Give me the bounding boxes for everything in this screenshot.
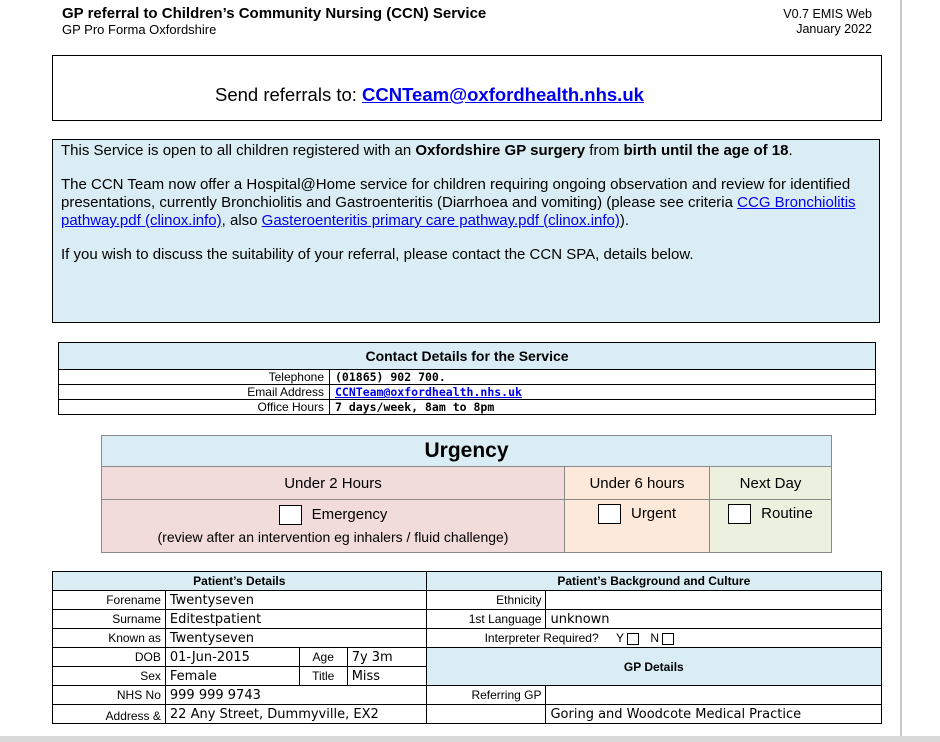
telephone-label: Telephone — [59, 370, 330, 385]
gp-details-heading: GP Details — [426, 648, 881, 686]
office-hours-value: 7 days/week, 8am to 8pm — [330, 400, 876, 415]
emergency-cell — [102, 500, 565, 553]
gp-practice-value: Goring and Woodcote Medical Practice — [546, 705, 882, 724]
interpreter-label: Interpreter Required? — [484, 631, 599, 645]
page-edge — [900, 0, 940, 742]
interpreter-yes-label: Y — [616, 631, 625, 645]
contact-details-table — [58, 342, 876, 415]
gastroenteritis-pathway-link[interactable]: Gasteroenteritis primary care pathway.pdf (clinox.info) — [261, 212, 620, 229]
urgency-title: Urgency — [102, 436, 832, 467]
eligibility-from: from — [585, 142, 624, 159]
hospital-at-home-text: The CCN Team now offer a Hospital@Home service for children requiring ongoing observation and review for identified presentations, currently Bronchiolitis and Gastroenteritis (Diarrhoea and vomiting) (please see criteria — [61, 176, 851, 211]
emergency-label: Emergency — [311, 506, 388, 523]
interpreter-yes-checkbox[interactable] — [627, 633, 639, 645]
routine-label: Routine — [761, 504, 813, 522]
contact-row — [59, 370, 876, 385]
telephone-value: (01865) 902 700. — [330, 370, 876, 385]
eligibility-paragraph — [61, 142, 871, 160]
office-hours-label: Office Hours — [59, 400, 330, 415]
routine-cell — [710, 500, 832, 553]
emergency-checkbox[interactable] — [279, 505, 302, 525]
eligibility-end: . — [788, 142, 793, 159]
nhs-number-value: 999 999 9743 — [165, 686, 426, 705]
referring-gp-value — [546, 686, 882, 705]
age-value: 7y 3m — [347, 648, 426, 667]
interpreter-no-label: N — [650, 631, 660, 645]
known-as-value: Twentyseven — [165, 629, 426, 648]
ethnicity-value — [546, 591, 882, 610]
interpreter-cell — [426, 629, 881, 648]
email-label: Email Address — [59, 385, 330, 400]
eligibility-text: This Service is open to all children registered with an — [61, 142, 416, 159]
routine-checkbox[interactable] — [728, 504, 751, 524]
discuss-paragraph: If you wish to discuss the suitability of your referral, please contact the CCN SPA, details below. — [61, 246, 694, 263]
known-as-label: Known as — [53, 629, 166, 648]
dob-value: 01-Jun-2015 — [165, 648, 299, 667]
date-label: January 2022 — [796, 22, 872, 36]
surname-value: Editestpatient — [165, 610, 426, 629]
contact-email-link[interactable]: CCNTeam@oxfordhealth.nhs.uk — [335, 385, 522, 399]
contact-row — [59, 400, 876, 415]
under-2-hours-header: Under 2 Hours — [102, 467, 565, 500]
forename-label: Forename — [53, 591, 166, 610]
referral-email-link[interactable]: CCNTeam@oxfordhealth.nhs.uk — [362, 84, 644, 105]
closing-text: ). — [619, 212, 630, 229]
patient-details-table — [52, 571, 882, 724]
urgent-cell — [565, 500, 710, 553]
send-referrals-line — [215, 84, 644, 106]
bottom-edge — [0, 736, 940, 742]
patient-background-heading: Patient’s Background and Culture — [426, 572, 881, 591]
address-label: Address & — [53, 705, 166, 724]
referring-gp-label: Referring GP — [426, 686, 546, 705]
version-label: V0.7 EMIS Web — [783, 7, 872, 21]
contact-row — [59, 385, 876, 400]
gp-practice-label-cell — [426, 705, 546, 724]
address-value: 22 Any Street, Dummyville, EX2 — [165, 705, 426, 724]
hospital-at-home-paragraph — [61, 176, 871, 230]
sex-value: Female — [165, 667, 299, 686]
next-day-header: Next Day — [710, 467, 832, 500]
urgency-table — [101, 435, 832, 553]
eligibility-age: birth until the age of 18 — [623, 142, 789, 159]
title-label: Title — [299, 667, 347, 686]
document-title: GP referral to Children’s Community Nursing (CCN) Service — [62, 5, 487, 22]
title-value: Miss — [347, 667, 426, 686]
language-value: unknown — [546, 610, 882, 629]
sex-label: Sex — [53, 667, 166, 686]
service-info-box — [52, 139, 880, 323]
emergency-note: (review after an intervention eg inhalers / fluid challenge) — [157, 529, 509, 545]
eligibility-surgery: Oxfordshire GP surgery — [415, 142, 586, 159]
patient-details-heading: Patient’s Details — [53, 572, 427, 591]
ethnicity-label: Ethnicity — [426, 591, 546, 610]
interpreter-no-checkbox[interactable] — [662, 633, 674, 645]
urgent-checkbox[interactable] — [598, 504, 621, 524]
send-referrals-label: Send referrals to: — [215, 84, 363, 105]
under-6-hours-header: Under 6 hours — [565, 467, 710, 500]
bronchiolitis-pathway-link[interactable]: CCG Bronchiolitis pathway.pdf (clinox.info) — [61, 194, 856, 229]
nhs-number-label: NHS No — [53, 686, 166, 705]
also-text: , also — [221, 212, 262, 229]
dob-label: DOB — [53, 648, 166, 667]
contact-heading: Contact Details for the Service — [59, 343, 876, 370]
age-label: Age — [299, 648, 347, 667]
urgent-label: Urgent — [630, 504, 677, 522]
document-subtitle: GP Pro Forma Oxfordshire — [62, 22, 217, 37]
forename-value: Twentyseven — [165, 591, 426, 610]
language-label: 1st Language — [426, 610, 546, 629]
surname-label: Surname — [53, 610, 166, 629]
